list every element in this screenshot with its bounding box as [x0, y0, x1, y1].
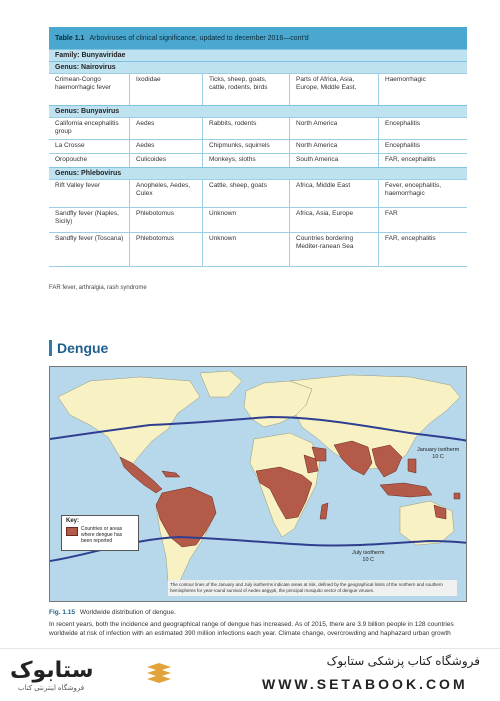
- table-bottom-rule: [49, 266, 467, 267]
- table-cell: Haemorrhagic: [378, 74, 467, 105]
- isotherm-name: January isotherm: [417, 447, 460, 453]
- table-cell: Crimean-Congo haemorrhagic fever: [55, 76, 111, 91]
- table-cell: FAR, encephalitis: [378, 233, 467, 266]
- section-heading: [49, 340, 108, 356]
- setabook-logo[interactable]: [10, 657, 130, 693]
- figure-caption: [49, 609, 176, 616]
- table-cell: Unknown: [202, 208, 289, 232]
- table-cell: Ixodidae: [129, 74, 202, 105]
- store-url-link[interactable]: WWW.SETABOOK.COM: [262, 676, 468, 692]
- table-row: [49, 73, 467, 105]
- table-cell: Parts of Africa, Asia, Europe, Middle East,: [289, 74, 378, 105]
- key-label: Countries or areas where dengue has been reported: [81, 526, 123, 544]
- isotherm-temp: 10 C: [432, 454, 444, 460]
- table-cell: FAR, encephalitis: [378, 154, 467, 167]
- table-cell: Aedes: [129, 118, 202, 139]
- table-caption: [49, 27, 467, 49]
- table-cell: Sandfly fever (Naples, Sicily): [55, 210, 119, 225]
- genus-row: Genus: Nairovirus: [49, 61, 467, 73]
- table-cell: Sandfly fever (Toscana): [55, 235, 124, 242]
- pacific-islands-dengue: [454, 493, 460, 499]
- table-row: [49, 139, 467, 153]
- section-title: Dengue: [57, 340, 109, 356]
- table-cell: Phlebotomus: [129, 233, 202, 266]
- table-cell: Encephalitis: [378, 118, 467, 139]
- figure-label: Fig. 1.15: [49, 609, 76, 616]
- isotherm-temp: 10 C: [362, 557, 375, 563]
- store-name: فروشگاه کتاب پزشکی ستابوک: [326, 654, 480, 668]
- body-paragraph: In recent years, both the incidence and geographical range of dengue has increased. As of 2015, there are 3.9 billion people in 128 countries worldwide at risk of infection with an estimated 390 million infections each year. Climate change, overcrowding and haphazard urban growth: [49, 621, 454, 637]
- arbovirus-table: [49, 27, 467, 267]
- table-cell: North America: [289, 140, 378, 153]
- table-row: [49, 153, 467, 167]
- table-row: [49, 179, 467, 207]
- table-cell: Countries bordering Mediter-ranean Sea: [289, 233, 378, 266]
- figure-caption-text: Worldwide distribution of dengue.: [79, 609, 176, 616]
- table-label: Table 1.1: [55, 34, 85, 42]
- world-map-svg: [50, 367, 467, 602]
- philippines-dengue: [408, 459, 416, 473]
- table-row: [49, 232, 467, 266]
- isotherm-name: July isotherm: [352, 550, 385, 556]
- key-title: Key:: [66, 518, 80, 524]
- table-cell: Africa, Asia, Europe: [289, 208, 378, 232]
- logo-subtitle: فروشگاه اینترنتی کتاب: [18, 685, 85, 692]
- map-note: The contour lines of the January and July isotherms indicate areas at risk, defined by the geographical limits of the northern and southern hemispheres for year-round survival of Aedes aegypti, the principal mosquito vector of dengue viruses.: [168, 580, 457, 596]
- january-isotherm-label: [417, 447, 459, 461]
- table-cell: Fever, encephalitis, haemorrhagic: [378, 180, 467, 207]
- table-row: [49, 207, 467, 232]
- dengue-swatch: [66, 527, 78, 536]
- table-cell: Phlebotomus: [129, 208, 202, 232]
- table-cell: FAR: [378, 208, 467, 232]
- family-row: Family: Bunyaviridae: [49, 49, 467, 61]
- table-cell: Monkeys, sloths: [202, 154, 289, 167]
- table-cell: Chipmunks, squirrels: [202, 140, 289, 153]
- table-cell: Aedes: [129, 140, 202, 153]
- july-isotherm-label: [352, 550, 384, 564]
- table-title: Arboviruses of clinical significance, updated to december 2016—cont'd: [89, 34, 309, 42]
- heading-accent-bar: [49, 340, 52, 356]
- genus-row: Genus: Bunyavirus: [49, 105, 467, 117]
- map-key: [61, 515, 139, 551]
- table-cell: Rift Valley fever: [55, 182, 101, 189]
- table-cell: Unknown: [202, 233, 289, 266]
- table-cell: California encephalitis group: [55, 120, 119, 135]
- key-item: [66, 526, 134, 544]
- dengue-world-map: [49, 366, 467, 602]
- table-cell: Ticks, sheep, goats, cattle, rodents, birds: [202, 74, 289, 105]
- table-cell: Rabbits, rodents: [202, 118, 289, 139]
- table-cell: Anopheles, Aedes, Culex: [129, 180, 202, 207]
- table-cell: Oropouche: [55, 156, 88, 163]
- book-stack-icon: [145, 661, 173, 687]
- table-footnote: FAR fever, arthralgia, rash syndrome: [49, 285, 147, 291]
- table-cell: La Crosse: [55, 142, 85, 149]
- table-cell: Cattle, sheep, goats: [202, 180, 289, 207]
- table-cell: Encephalitis: [378, 140, 467, 153]
- table-row: [49, 117, 467, 139]
- table-cell: Africa, Middle East: [289, 180, 378, 207]
- logo-wordmark: ستابوک: [10, 657, 94, 682]
- table-cell: North America: [289, 118, 378, 139]
- table-cell: South America: [289, 154, 378, 167]
- genus-row: Genus: Phlebovirus: [49, 167, 467, 179]
- table-cell: Culicoides: [129, 154, 202, 167]
